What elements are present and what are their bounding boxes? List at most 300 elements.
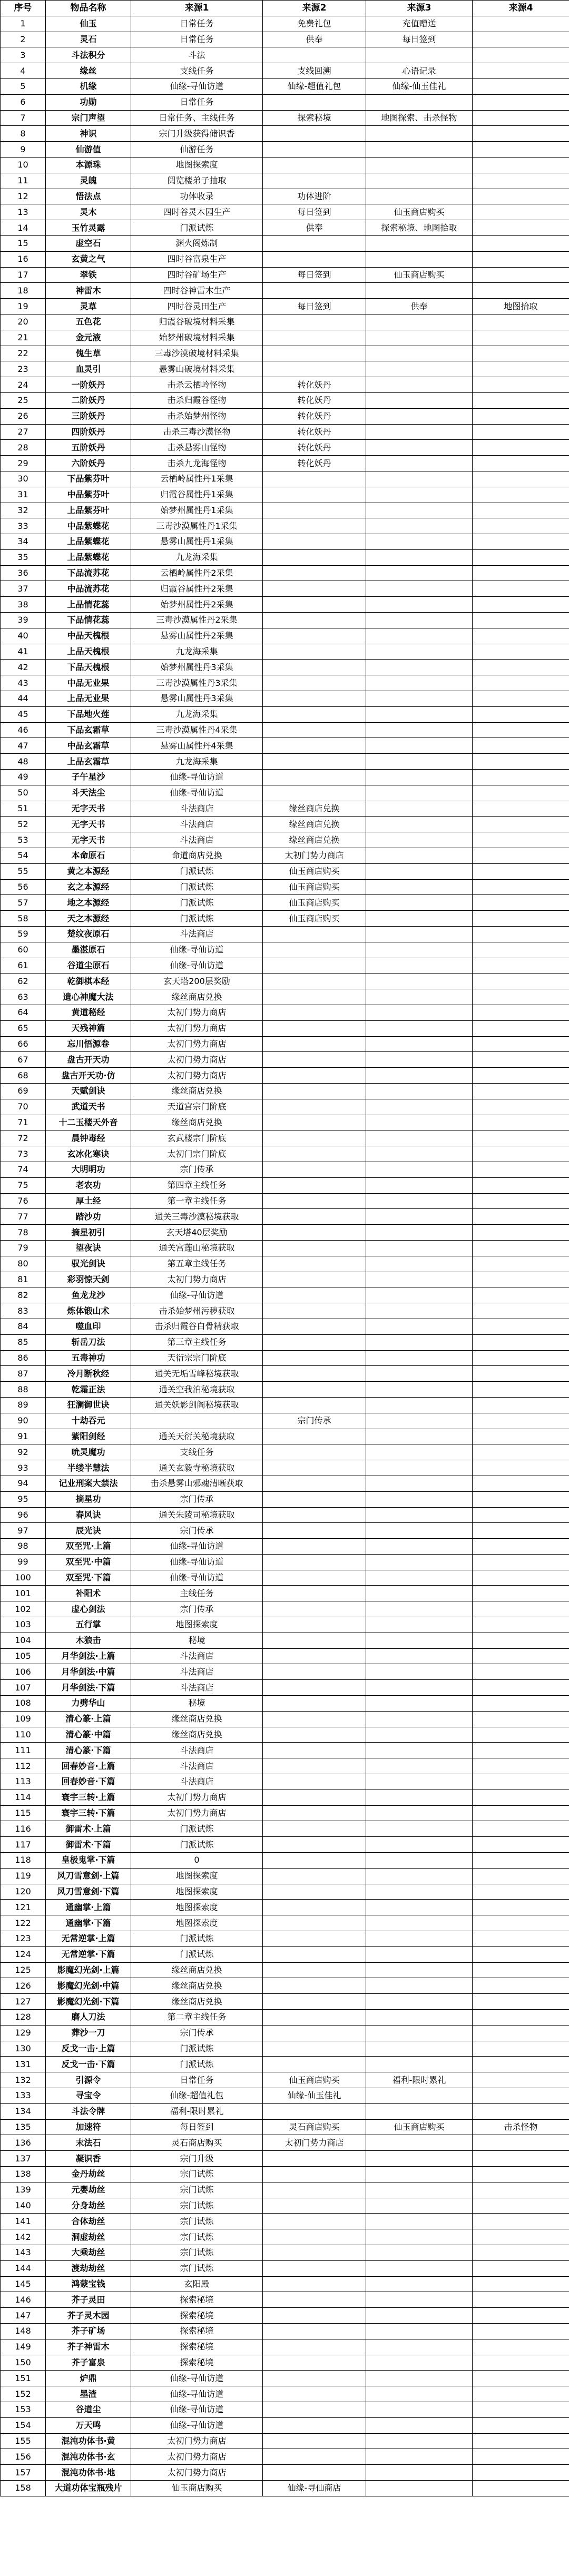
cell-source-2 [263,1225,366,1241]
cell-index: 120 [1,1884,46,1900]
table-row [1,1523,569,1539]
cell-source-2 [263,565,366,581]
table-row [1,660,569,675]
table-row [1,1397,569,1413]
cell-source-4 [473,1052,569,1068]
cell-source-4 [473,1774,569,1790]
cell-source-2: 转化妖丹 [263,424,366,440]
table-row [1,1256,569,1272]
cell-item-name: 摘星初引 [46,1225,131,1241]
cell-index: 136 [1,2135,46,2151]
cell-item-name: 加速符 [46,2119,131,2135]
cell-source-1: 三毒沙漠属性丹2采集 [131,613,263,628]
cell-source-4 [473,2041,569,2057]
table-row [1,267,569,283]
table-row [1,1743,569,1758]
cell-item-name: 斗法令牌 [46,2103,131,2119]
cell-index: 127 [1,1994,46,2010]
cell-source-3 [366,1617,473,1633]
cell-source-1: 渊火阁炼制 [131,235,263,251]
cell-source-3 [366,2103,473,2119]
table-row [1,628,569,644]
cell-source-4 [473,1884,569,1900]
header-index: 序号 [1,1,46,16]
cell-index: 32 [1,503,46,518]
table-row [1,1711,569,1727]
cell-index: 97 [1,1523,46,1539]
cell-source-1: 宗门试炼 [131,2198,263,2214]
cell-source-1: 太初门势力商店 [131,1272,263,1287]
cell-source-4 [473,1319,569,1334]
cell-item-name: 二阶妖丹 [46,392,131,408]
cell-source-3 [366,392,473,408]
table-row [1,1130,569,1146]
cell-source-2 [263,1209,366,1225]
cell-item-name: 翠铁 [46,267,131,283]
cell-index: 25 [1,392,46,408]
cell-source-3 [366,1287,473,1303]
cell-index: 7 [1,110,46,126]
table-row [1,1570,569,1586]
cell-source-2: 仙玉商店购买 [263,895,366,911]
cell-source-2: 仙缘-超值礼包 [263,78,366,94]
cell-source-1: 通关玄毅寺秘境获取 [131,1460,263,1476]
cell-item-name: 本命原石 [46,848,131,864]
cell-source-1: 斗法商店 [131,1743,263,1758]
cell-item-name: 下品地火莲 [46,706,131,722]
cell-source-1: 始梦州破境材料采集 [131,330,263,346]
cell-source-4 [473,408,569,424]
cell-item-name: 上品紫蝶花 [46,534,131,550]
cell-source-2: 供奉 [263,220,366,236]
cell-index: 155 [1,2433,46,2449]
cell-source-2: 仙玉商店购买 [263,2072,366,2088]
cell-index: 129 [1,2025,46,2041]
cell-source-3 [366,2449,473,2465]
cell-item-name: 玄黄之气 [46,251,131,267]
cell-source-3 [366,2151,473,2167]
cell-item-name: 乾霜正法 [46,1382,131,1398]
cell-source-1: 太初门势力商店 [131,1005,263,1021]
table-row [1,392,569,408]
cell-source-4 [473,863,569,879]
cell-item-name: 虚空石 [46,235,131,251]
cell-source-4 [473,1115,569,1130]
cell-source-1: 九龙海采集 [131,549,263,565]
cell-source-1: 悬雾山破境材料采集 [131,361,263,377]
cell-source-4 [473,2103,569,2119]
cell-index: 79 [1,1240,46,1256]
cell-index: 12 [1,189,46,204]
cell-source-3 [366,1319,473,1334]
cell-item-name: 黄之本源经 [46,863,131,879]
cell-source-4 [473,1099,569,1115]
table-row [1,1036,569,1052]
table-row [1,1240,569,1256]
cell-item-name: 功勋 [46,94,131,110]
cell-item-name: 神雷木 [46,283,131,299]
cell-index: 114 [1,1790,46,1805]
cell-source-4 [473,2072,569,2088]
cell-source-2 [263,1350,366,1366]
cell-source-3 [366,1225,473,1241]
cell-source-4 [473,2371,569,2386]
cell-index: 118 [1,1853,46,1869]
cell-source-2: 缘丝商店兑换 [263,817,366,832]
cell-item-name: 半缕半慧法 [46,1460,131,1476]
cell-source-3 [366,1052,473,1068]
cell-item-name: 风刀雪意剑·下篇 [46,1884,131,1900]
cell-source-4 [473,110,569,126]
table-row [1,1915,569,1931]
cell-source-1: 仙缘-寻仙访道 [131,2402,263,2417]
cell-source-3 [366,2088,473,2103]
cell-index: 83 [1,1303,46,1319]
cell-source-4 [473,1256,569,1272]
cell-source-3 [366,2260,473,2276]
cell-item-name: 渡劫劫丝 [46,2260,131,2276]
cell-source-3 [366,1507,473,1523]
cell-source-4 [473,471,569,487]
cell-source-4 [473,565,569,581]
cell-source-4 [473,581,569,597]
table-row [1,958,569,974]
cell-source-2 [263,2417,366,2433]
cell-item-name: 末法石 [46,2135,131,2151]
cell-source-1: 斗法 [131,47,263,63]
cell-source-3 [366,1240,473,1256]
cell-item-name: 玄之本源经 [46,879,131,895]
cell-item-name: 武道天书 [46,1099,131,1115]
cell-source-4 [473,1429,569,1444]
cell-index: 50 [1,785,46,801]
cell-item-name: 清心篆·上篇 [46,1711,131,1727]
cell-index: 139 [1,2182,46,2198]
cell-source-1: 第四章主线任务 [131,1177,263,1193]
table-row [1,2072,569,2088]
cell-source-4 [473,1805,569,1821]
cell-item-name: 摘星功 [46,1491,131,1507]
cell-item-name: 无字天书 [46,832,131,848]
cell-item-name: 墨渣 [46,2386,131,2402]
cell-item-name: 十劫吞元 [46,1413,131,1429]
table-row [1,848,569,864]
cell-source-4 [473,1853,569,1869]
cell-item-name: 狂澜御世诀 [46,1397,131,1413]
table-row [1,1099,569,1115]
table-row [1,2135,569,2151]
cell-source-2 [263,1460,366,1476]
cell-source-1: 归霞谷破境材料采集 [131,314,263,330]
cell-source-3 [366,722,473,738]
cell-source-1: 仙缘-超值礼包 [131,2088,263,2103]
cell-item-name: 驭光剑诀 [46,1256,131,1272]
cell-index: 140 [1,2198,46,2214]
cell-source-3 [366,613,473,628]
cell-source-4 [473,1193,569,1209]
table-row [1,785,569,801]
table-row [1,863,569,879]
cell-source-2 [263,1915,366,1931]
cell-source-4 [473,1743,569,1758]
cell-source-1: 太初门势力商店 [131,1052,263,1068]
cell-source-1: 四时谷灵木园生产 [131,204,263,220]
cell-source-1: 每日签到 [131,2119,263,2135]
cell-source-4 [473,1931,569,1947]
table-row [1,2260,569,2276]
cell-source-2 [263,503,366,518]
cell-source-2 [263,1931,366,1947]
cell-item-name: 盘古开天功·仿 [46,1068,131,1084]
cell-source-3 [366,126,473,142]
cell-source-4 [473,377,569,393]
table-row [1,2010,569,2026]
cell-source-1: 命道商店兑换 [131,848,263,864]
cell-item-name: 子午星沙 [46,770,131,785]
cell-source-2 [263,1083,366,1099]
cell-source-2: 转化妖丹 [263,377,366,393]
table-row [1,1382,569,1398]
table-row [1,2025,569,2041]
cell-source-3 [366,283,473,299]
table-row [1,1758,569,1774]
cell-source-1: 太初门宗门阶底 [131,1146,263,1162]
cell-index: 3 [1,47,46,63]
cell-source-2 [263,738,366,754]
cell-source-1: 秘境 [131,1633,263,1648]
cell-item-name: 合体劫丝 [46,2214,131,2229]
table-row [1,251,569,267]
cell-source-2 [263,2166,366,2182]
cell-source-4 [473,267,569,283]
cell-item-name: 洞虚劫丝 [46,2229,131,2245]
cell-index: 60 [1,942,46,958]
cell-source-2 [263,1130,366,1146]
cell-index: 82 [1,1287,46,1303]
cell-source-1: 宗门传承 [131,1491,263,1507]
cell-index: 37 [1,581,46,597]
cell-source-4 [473,78,569,94]
cell-source-2 [263,754,366,770]
cell-source-1: 三毒沙漠破境材料采集 [131,346,263,361]
cell-source-1: 宗门升级 [131,2151,263,2167]
header-source-4: 来源4 [473,1,569,16]
cell-source-2 [263,1162,366,1177]
cell-item-name: 彩羽惊天剑 [46,1272,131,1287]
cell-item-name: 一阶妖丹 [46,377,131,393]
cell-index: 134 [1,2103,46,2119]
cell-source-4 [473,1601,569,1617]
cell-source-3 [366,706,473,722]
cell-source-2: 灵石商店购买 [263,2119,366,2135]
cell-source-4 [473,1334,569,1350]
table-row [1,1790,569,1805]
cell-item-name: 下品玄霜草 [46,722,131,738]
cell-source-3 [366,1727,473,1743]
cell-source-4 [473,63,569,79]
cell-item-name: 影魔幻光剑·中篇 [46,1978,131,1994]
cell-index: 146 [1,2292,46,2308]
cell-item-name: 记业刑案大禁法 [46,1476,131,1491]
cell-source-3 [366,1020,473,1036]
cell-index: 106 [1,1664,46,1680]
cell-source-2 [263,974,366,989]
cell-index: 98 [1,1539,46,1555]
table-row [1,220,569,236]
table-row [1,314,569,330]
cell-item-name: 吮灵魔功 [46,1444,131,1460]
cell-source-2: 太初门势力商店 [263,848,366,864]
cell-source-3 [366,2417,473,2433]
cell-index: 35 [1,549,46,565]
cell-source-1: 斗法商店 [131,801,263,817]
cell-source-4 [473,1036,569,1052]
cell-source-3 [366,660,473,675]
cell-item-name: 玄冰化寒诀 [46,1146,131,1162]
cell-source-2 [263,1303,366,1319]
table-row [1,2088,569,2103]
cell-item-name: 黄道秘经 [46,1005,131,1021]
cell-source-3 [366,1005,473,1021]
cell-source-4 [473,47,569,63]
cell-source-3 [366,173,473,189]
cell-source-1: 第一章主线任务 [131,1193,263,1209]
cell-source-1: 宗门传承 [131,1162,263,1177]
table-row [1,1601,569,1617]
cell-source-1: 悬雾山属性丹2采集 [131,628,263,644]
cell-source-4 [473,1790,569,1805]
cell-index: 123 [1,1931,46,1947]
cell-index: 15 [1,235,46,251]
cell-source-2 [263,2214,366,2229]
cell-index: 147 [1,2308,46,2324]
cell-item-name: 鱼龙龙沙 [46,1287,131,1303]
cell-item-name: 灵木 [46,204,131,220]
cell-source-2 [263,613,366,628]
cell-source-4 [473,832,569,848]
table-row [1,1821,569,1837]
cell-source-2 [263,691,366,707]
cell-item-name: 傀生草 [46,346,131,361]
cell-source-3 [366,2276,473,2292]
cell-source-4 [473,895,569,911]
table-row [1,1837,569,1853]
cell-source-2 [263,2308,366,2324]
cell-source-1: 缘丝商店兑换 [131,989,263,1005]
cell-source-4 [473,1460,569,1476]
cell-item-name: 元婴劫丝 [46,2182,131,2198]
table-row [1,330,569,346]
cell-index: 99 [1,1554,46,1570]
cell-index: 130 [1,2041,46,2057]
cell-source-4 [473,1962,569,1978]
cell-source-3 [366,471,473,487]
cell-source-2 [263,1570,366,1586]
cell-source-2: 仙缘-寻仙商店 [263,2480,366,2496]
cell-source-3: 仙玉商店购买 [366,267,473,283]
cell-item-name: 大乘劫丝 [46,2245,131,2260]
cell-source-1: 日常任务 [131,2072,263,2088]
table-row [1,770,569,785]
cell-source-1: 九龙海采集 [131,706,263,722]
cell-index: 143 [1,2245,46,2260]
cell-index: 68 [1,1068,46,1084]
cell-source-4 [473,1272,569,1287]
cell-source-3: 福利-限时累礼 [366,2072,473,2088]
cell-source-3 [366,1962,473,1978]
table-row [1,1350,569,1366]
table-row [1,1805,569,1821]
cell-item-name: 下品紫芬叶 [46,471,131,487]
cell-source-4 [473,879,569,895]
cell-item-name: 反戈一击·下篇 [46,2057,131,2072]
cell-source-2: 宗门传承 [263,1413,366,1429]
cell-source-4 [473,1570,569,1586]
cell-source-3: 仙玉商店购买 [366,2119,473,2135]
cell-source-3 [366,1476,473,1491]
table-row [1,2417,569,2433]
cell-item-name: 玉竹灵露 [46,220,131,236]
table-row [1,974,569,989]
cell-source-4 [473,1507,569,1523]
cell-source-3 [366,534,473,550]
cell-source-3 [366,1868,473,1884]
cell-source-4 [473,346,569,361]
cell-index: 41 [1,644,46,660]
cell-source-3 [366,691,473,707]
cell-source-3 [366,2245,473,2260]
cell-source-3 [366,157,473,173]
cell-source-4 [473,251,569,267]
cell-index: 126 [1,1978,46,1994]
cell-item-name: 无字天书 [46,801,131,817]
cell-source-4 [473,2308,569,2324]
cell-index: 78 [1,1225,46,1241]
cell-source-3 [366,770,473,785]
table-row [1,47,569,63]
cell-source-3 [366,1429,473,1444]
cell-source-4 [473,1648,569,1664]
cell-index: 96 [1,1507,46,1523]
cell-source-3 [366,1946,473,1962]
cell-item-name: 楚纹夜原石 [46,927,131,942]
cell-source-1: 太初门势力商店 [131,1068,263,1084]
cell-index: 158 [1,2480,46,2496]
cell-source-1: 云栖岭属性丹2采集 [131,565,263,581]
cell-index: 108 [1,1696,46,1712]
cell-source-3 [366,2292,473,2308]
cell-source-4 [473,1397,569,1413]
cell-index: 18 [1,283,46,299]
cell-source-1: 击杀九龙海怪物 [131,456,263,471]
cell-source-2 [263,1743,366,1758]
cell-item-name: 冷月断秋经 [46,1366,131,1382]
cell-item-name: 月华剑法·上篇 [46,1648,131,1664]
cell-source-4 [473,1225,569,1241]
cell-source-1: 太初门势力商店 [131,1805,263,1821]
cell-source-2 [263,1177,366,1193]
cell-source-2: 转化妖丹 [263,440,366,456]
cell-source-3 [366,1272,473,1287]
cell-source-1: 仙玉商店购买 [131,2480,263,2496]
cell-source-3 [366,2214,473,2229]
cell-source-2: 供奉 [263,32,366,47]
table-row [1,1994,569,2010]
cell-index: 109 [1,1711,46,1727]
cell-source-2 [263,2010,366,2026]
cell-source-1: 击杀归霞谷怪物 [131,392,263,408]
cell-source-3 [366,503,473,518]
